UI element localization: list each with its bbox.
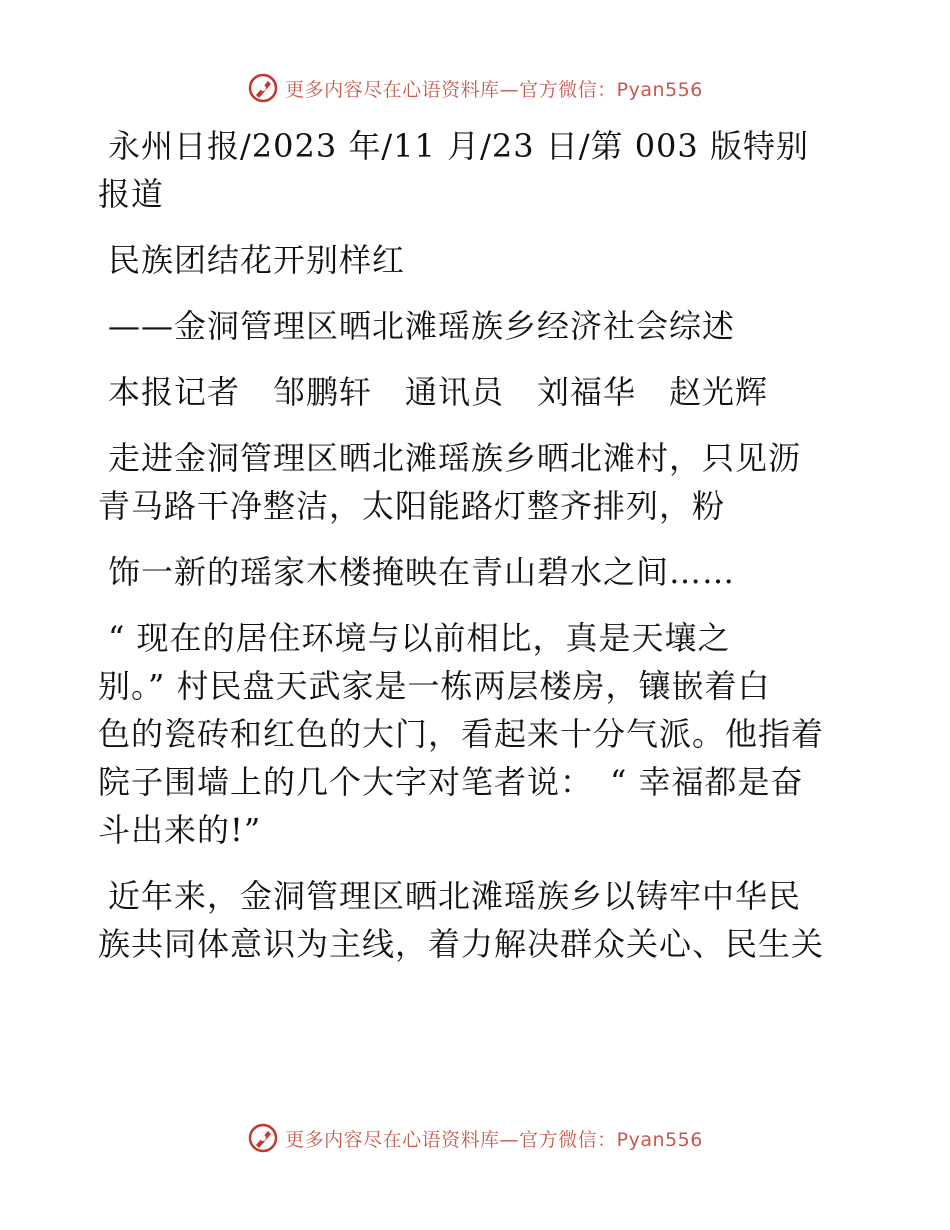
paragraph-line: 院子围墙上的几个大字对笔者说： “ 幸福都是奋	[98, 763, 804, 801]
paragraph-line: 饰一新的瑶家木楼掩映在青山碧水之间……	[108, 553, 736, 591]
watermark-text: 更多内容尽在心语资料库—官方微信：Pyan556	[285, 1128, 703, 1151]
dateline-line: 报道	[98, 175, 165, 213]
paragraph-line: 近年来，金洞管理区晒北滩瑶族乡以铸牢中华民	[108, 877, 802, 915]
paragraph	[98, 614, 858, 854]
pen-seal-icon	[247, 1122, 279, 1154]
byline: 本报记者 邹鹏轩 通讯员 刘福华 赵光辉	[108, 373, 769, 411]
article-title: 民族团结花开别样红	[108, 241, 406, 279]
pen-seal-icon	[247, 72, 279, 104]
article	[98, 122, 858, 986]
dateline-line: 永州日报/2023 年/11 月/23 日/第 003 版特别	[108, 127, 809, 165]
watermark-bottom	[0, 1122, 950, 1154]
paragraph-line: 走进金洞管理区晒北滩瑶族乡晒北滩村，只见沥	[108, 439, 802, 477]
paragraph-line: 族共同体意识为主线，着力解决群众关心、民生关	[98, 925, 825, 963]
dateline	[98, 122, 858, 218]
paragraph-line: 斗出来的!”	[98, 811, 262, 849]
paragraph	[98, 872, 858, 968]
article-subtitle: ——金洞管理区晒北滩瑶族乡经济社会综述	[108, 307, 736, 345]
paragraph	[98, 548, 858, 596]
paragraph-line: 色的瓷砖和红色的大门，看起来十分气派。他指着	[98, 715, 825, 753]
paragraph-line: 别。” 村民盘天武家是一栋两层楼房，镶嵌着白	[98, 667, 771, 705]
watermark-text: 更多内容尽在心语资料库—官方微信：Pyan556	[285, 78, 703, 101]
paragraph	[98, 434, 858, 530]
paragraph-line: 青马路干净整洁，太阳能路灯整齐排列，粉	[98, 487, 726, 525]
watermark-top	[0, 72, 950, 104]
paragraph-line: “ 现在的居住环境与以前相比，真是天壤之	[108, 619, 731, 657]
